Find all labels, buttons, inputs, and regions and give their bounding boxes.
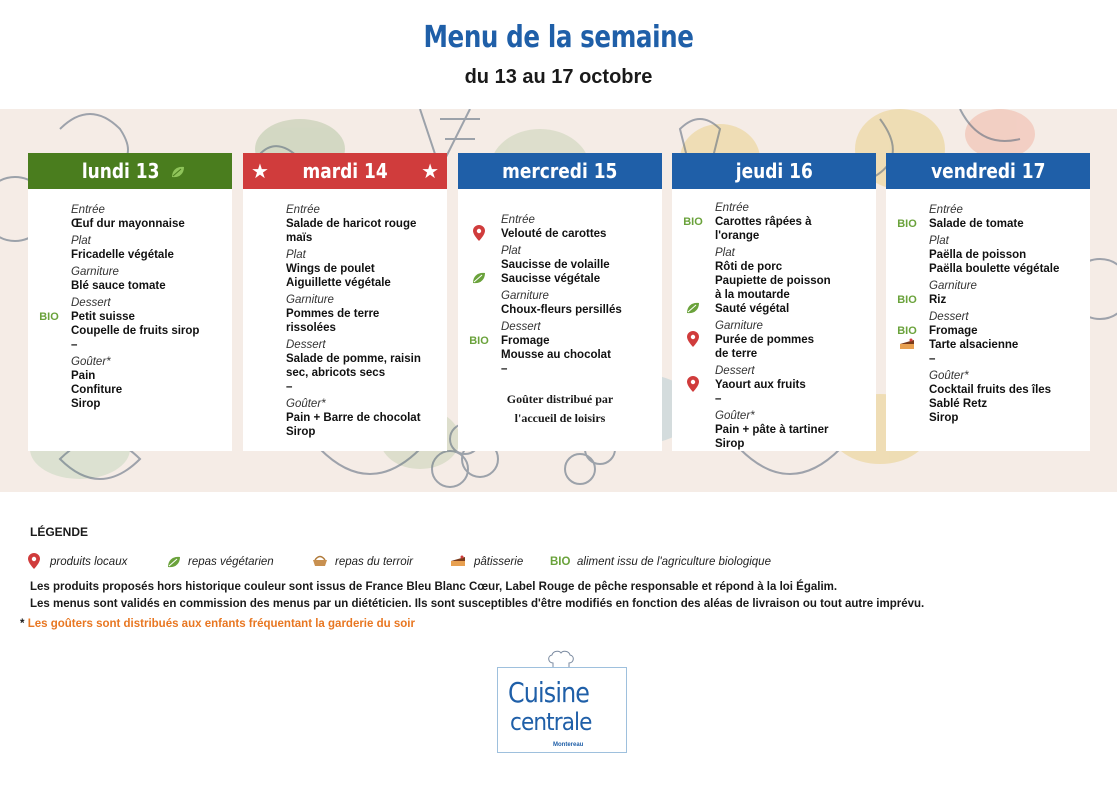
legend-bio: aliment issu de l'agriculture biologique [577,556,771,568]
menu-item: Aiguillette végétale [286,277,391,289]
menu-item: Tarte alsacienne [929,339,1019,351]
menu-category: Dessert [71,297,111,309]
day-menu [886,189,1090,451]
bio-badge: BIO [897,218,917,230]
menu-category: Goûter* [929,370,969,382]
day-card-mercredi [458,153,662,451]
menu-category: Plat [715,247,735,259]
page-title: Menu de la semaine [423,20,694,55]
menu-item: Sablé Retz [929,398,988,410]
day-label: lundi 13 [82,159,160,183]
menu-item: Cocktail fruits des îles [929,384,1052,396]
gouter-info: l'accueil de loisirs [514,411,606,425]
info-line-2: Les menus sont validés en commission des menus par un diététicien. Ils sont susceptibles d'être modifiés en fonction des aléas de livraison ou tout autre imprévu. [30,598,925,610]
menu-item: Fricadelle végétale [71,249,174,261]
day-card-lundi [28,153,232,451]
menu-item: Saucisse végétale [501,273,601,285]
bio-badge: BIO [469,335,489,347]
menu-category: Entrée [286,204,320,216]
star-icon: ★ [421,159,439,183]
menu-category: Entrée [71,204,105,216]
menu-item: Coupelle de fruits sirop [71,325,200,337]
menu-category: Goûter* [286,398,326,410]
leaf-icon [682,302,704,318]
menu-category: Entrée [715,202,749,214]
day-header [672,153,876,189]
day-header [243,153,447,189]
menu-item: rissolées [286,322,336,334]
legend-bio-tag: BIO [550,556,571,568]
day-label: mercredi 15 [502,159,618,183]
leaf-icon [171,159,185,183]
menu-item: Sirop [71,398,101,410]
day-menu [458,189,662,451]
day-card-vendredi [886,153,1090,451]
menu-category: Goûter* [71,356,111,368]
day-header [886,153,1090,189]
day-label: jeudi 16 [735,159,813,183]
menu-item: Petit suisse [71,311,135,323]
menu-item: Paëlla de poisson [929,249,1027,261]
menu-item: Sirop [715,438,745,450]
menu-item: – [501,363,508,375]
location-pin-icon [28,553,40,569]
location-pin-icon [468,225,490,245]
legend-title: LÉGENDE [30,525,89,539]
day-menu [672,189,876,451]
day-header [458,153,662,189]
menu-item: Pain [71,370,96,382]
menu-item: Carottes râpées à [715,216,812,228]
menu-item: sec, abricots secs [286,367,386,379]
menu-item: Fromage [929,325,978,337]
leaf-icon [167,556,181,568]
bio-badge: BIO [683,216,703,228]
logo-town: Montereau [553,742,584,748]
menu-item: – [286,381,293,393]
day-label: vendredi 17 [930,159,1046,183]
menu-category: Dessert [286,339,326,351]
menu-item: Pain + pâte à tartiner [715,424,829,436]
legend-terroir: repas du terroir [335,556,413,568]
menu-item: – [929,353,936,365]
menu-category: Garniture [929,280,977,292]
legend-veg: repas végétarien [188,556,274,568]
menu-item: Choux-fleurs persillés [501,304,622,316]
menu-category: Goûter* [715,410,755,422]
location-pin-icon [682,376,704,396]
menu-item: Mousse au chocolat [501,349,611,361]
menu-item: de terre [715,348,758,360]
menu-item: Saucisse de volaille [501,259,610,271]
menu-item: Pain + Barre de chocolat [286,412,421,424]
menu-item: Œuf dur mayonnaise [71,218,185,230]
menu-category: Entrée [501,214,535,226]
legend [30,553,930,573]
menu-category: Dessert [929,311,969,323]
menu-item: – [71,339,78,351]
gouter-note-asterisk: * [20,618,25,630]
menu-item: Purée de pommes [715,334,815,346]
menu-category: Dessert [501,321,541,333]
day-label: mardi 14 [302,159,388,183]
menu-item: Fromage [501,335,550,347]
logo-line-1: Cuisine [508,676,590,709]
page-subtitle: du 13 au 17 octobre [464,66,653,88]
menu-item: Sauté végétal [715,303,790,315]
bio-badge: BIO [39,311,59,323]
menu-item: Sirop [286,426,316,438]
basket-icon [312,555,328,567]
menu-item: Blé sauce tomate [71,280,166,292]
menu-category: Garniture [501,290,549,302]
menu-item: Paëlla boulette végétale [929,263,1060,275]
menu-item: à la moutarde [715,289,790,301]
menu-item: Rôti de porc [715,261,783,273]
menu-item: Salade de haricot rouge [286,218,417,230]
day-menu [28,189,232,451]
menu-item: Salade de tomate [929,218,1024,230]
menu-item: l'orange [715,230,760,242]
menu-item: Confiture [71,384,123,396]
bio-badge: BIO [897,325,917,337]
menu-item: Salade de pomme, raisin [286,353,421,365]
day-card-mardi [243,153,447,451]
menu-category: Entrée [929,204,963,216]
cake-icon [450,555,466,567]
cake-icon [896,338,918,354]
menu-category: Plat [286,249,306,261]
menu-category: Plat [501,245,521,257]
menu-item: Paupiette de poisson [715,275,831,287]
day-header [28,153,232,189]
gouter-info: Goûter distribué par [506,392,614,406]
menu-item: Riz [929,294,947,306]
star-icon: ★ [251,159,269,183]
menu-item: Wings de poulet [286,263,375,275]
menu-category: Garniture [71,266,119,278]
menu-item: Sirop [929,412,959,424]
legend-pastry: pâtisserie [474,556,524,568]
bio-badge: BIO [897,294,917,306]
menu-item: Pommes de terre [286,308,380,320]
day-card-jeudi [672,153,876,451]
menu-item: Velouté de carottes [501,228,607,240]
cuisine-centrale-logo [497,667,627,753]
menu-item: Yaourt aux fruits [715,379,806,391]
menu-item: maïs [286,232,313,244]
menu-category: Garniture [715,320,763,332]
info-line-1: Les produits proposés hors historique couleur sont issus de France Bleu Blanc Cœur, Label Rouge de pêche responsable et répond à la loi Égalim. [30,581,838,593]
menu-category: Dessert [715,365,755,377]
location-pin-icon [682,331,704,351]
logo-line-2: centrale [510,708,592,736]
gouter-note [20,618,415,630]
day-menu [243,189,447,451]
menu-item: – [715,393,722,405]
legend-local: produits locaux [50,556,128,568]
gouter-note-text: Les goûters sont distribués aux enfants fréquentant la garderie du soir [27,618,415,630]
menu-category: Plat [929,235,949,247]
menu-category: Garniture [286,294,334,306]
menu-category: Plat [71,235,91,247]
leaf-icon [468,272,490,288]
